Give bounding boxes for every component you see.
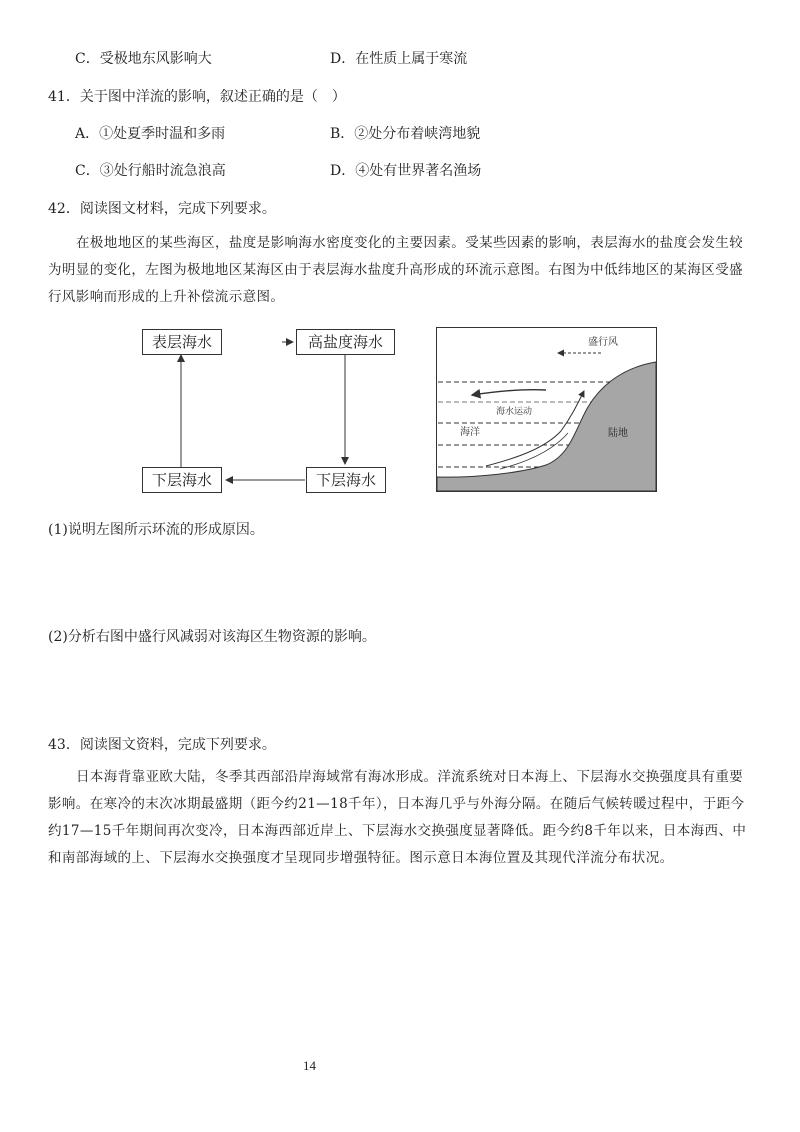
q42-material: 在极地地区的某些海区，盐度是影响海水密度变化的主要因素。受某些因素的影响，表层海水的盐度会发生较为明显的变化，左图为极地地区某海区由于表层海水盐度升高形成的环流示意图。右图为中低纬地区的某海区受盛行风影响而形成的上升补偿流示意图。 bbox=[48, 235, 744, 305]
ocean-label: 海洋 bbox=[460, 427, 480, 438]
q43-material: 日本海背靠亚欧大陆，冬季其西部沿岸海域常有海冰形成。洋流系统对日本海上、下层海水交换强度具有重要影响。在寒冷的末次冰期最盛期（距今约21—18千年），日本海几乎与外海分隔。在随后气候转暖过程中，于距今约17—15千年期间再次变冷，日本海西部近岸上、下层海水交换强度显著降低。距今约8千年以来，日本海西、中和南部海域的上、下层海水交换强度才呈现同步增强特征。图示意日本海位置及其现代洋流分布状况。 bbox=[48, 769, 747, 866]
q40-option-d: D．在性质上属于寒流 bbox=[330, 51, 468, 67]
high-salinity-water-box: 高盐度海水 bbox=[296, 329, 395, 355]
q41-stem: 41．关于图中洋流的影响，叙述正确的是（ ） bbox=[48, 89, 346, 105]
q41-option-a: A．①处夏季时温和多雨 bbox=[75, 126, 226, 142]
q41-option-c: C．③处行船时流急浪高 bbox=[75, 163, 226, 179]
land-label: 陆地 bbox=[608, 428, 628, 439]
q41-option-d: D．④处有世界著名渔场 bbox=[330, 163, 482, 179]
q40-option-c: C．受极地东风影响大 bbox=[75, 51, 212, 67]
upwelling-diagram bbox=[436, 327, 658, 493]
surface-water-box: 表层海水 bbox=[142, 329, 222, 355]
q42-sub2: (2)分析右图中盛行风减弱对该海区生物资源的影响。 bbox=[48, 629, 376, 645]
lower-water-right-box: 下层海水 bbox=[306, 467, 386, 493]
q43-stem: 43．阅读图文资料，完成下列要求。 bbox=[48, 737, 276, 753]
circulation-arrows bbox=[0, 0, 800, 520]
q41-option-b: B．②处分布着峡湾地貌 bbox=[330, 126, 481, 142]
lower-water-left-box: 下层海水 bbox=[142, 467, 222, 493]
page-number: 14 bbox=[303, 1058, 316, 1073]
q42-sub1: (1)说明左图所示环流的形成原因。 bbox=[48, 522, 264, 538]
q42-stem: 42．阅读图文材料，完成下列要求。 bbox=[48, 201, 276, 217]
motion-label: 海水运动 bbox=[496, 407, 533, 417]
wind-label: 盛行风 bbox=[588, 337, 618, 348]
